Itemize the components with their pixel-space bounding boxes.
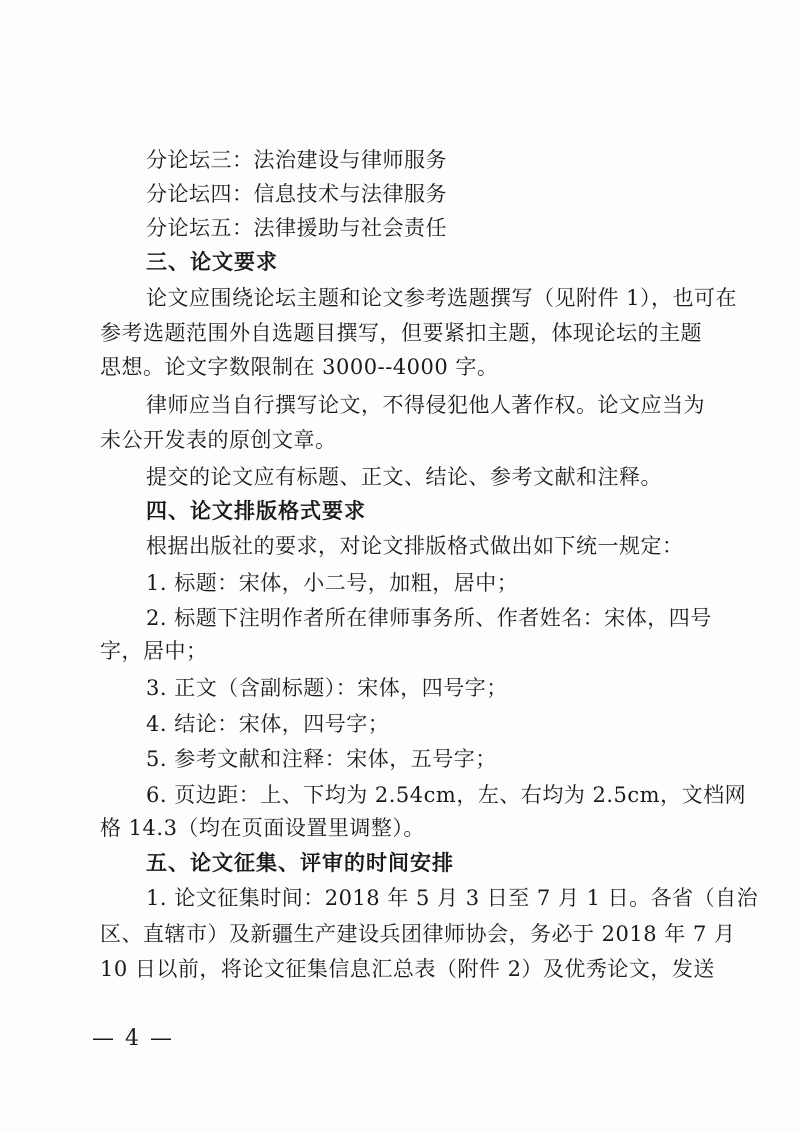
list-item: 5. 参考文献和注释：宋体，五号字； xyxy=(146,747,497,771)
paragraph-line: 律师应当自行撰写论文，不得侵犯他人著作权。论文应当为 xyxy=(146,393,705,417)
page-number: — 4 — xyxy=(92,1026,174,1051)
list-item: 6. 页边距：上、下均为 2.54cm，左、右均为 2.5cm，文档网 xyxy=(146,783,747,807)
list-item-continuation: 格 14.3（均在页面设置里调整）。 xyxy=(100,816,425,840)
paragraph-line: 10 日以前，将论文征集信息汇总表（附件 2）及优秀论文，发送 xyxy=(100,957,715,981)
forum-3-line: 分论坛三：法治建设与律师服务 xyxy=(146,148,447,172)
paragraph-line: 区、直辖市）及新疆生产建设兵团律师协会，务必于 2018 年 7 月 xyxy=(100,922,736,946)
paragraph-line: 1. 论文征集时间：2018 年 5 月 3 日至 7 月 1 日。各省（自治 xyxy=(146,886,759,910)
list-item-continuation: 字，居中； xyxy=(100,639,208,663)
paragraph-line: 未公开发表的原创文章。 xyxy=(100,428,337,452)
forum-4-line: 分论坛四：信息技术与法律服务 xyxy=(146,182,447,206)
list-item: 2. 标题下注明作者所在律师事务所、作者姓名：宋体，四号 xyxy=(146,606,712,630)
paragraph-line: 参考选题范围外自选题目撰写，但要紧扣主题，体现论坛的主题 xyxy=(100,321,702,345)
paragraph-line: 根据出版社的要求，对论文排版格式做出如下统一规定： xyxy=(146,534,684,558)
list-item: 1. 标题：宋体，小二号，加粗，居中； xyxy=(146,571,519,595)
paragraph-line: 提交的论文应有标题、正文、结论、参考文献和注释。 xyxy=(146,465,662,489)
forum-5-line: 分论坛五：法律援助与社会责任 xyxy=(146,216,447,240)
paragraph-line: 思想。论文字数限制在 3000--4000 字。 xyxy=(100,355,499,379)
section-4-heading: 四、论文排版格式要求 xyxy=(146,499,366,523)
paragraph-line: 论文应围绕论坛主题和论文参考选题撰写（见附件 1），也可在 xyxy=(146,286,738,310)
section-3-heading: 三、论文要求 xyxy=(146,250,278,274)
list-item: 4. 结论：宋体，四号字； xyxy=(146,712,390,736)
section-5-heading: 五、论文征集、评审的时间安排 xyxy=(146,851,454,875)
list-item: 3. 正文（含副标题）：宋体，四号字； xyxy=(146,676,508,700)
